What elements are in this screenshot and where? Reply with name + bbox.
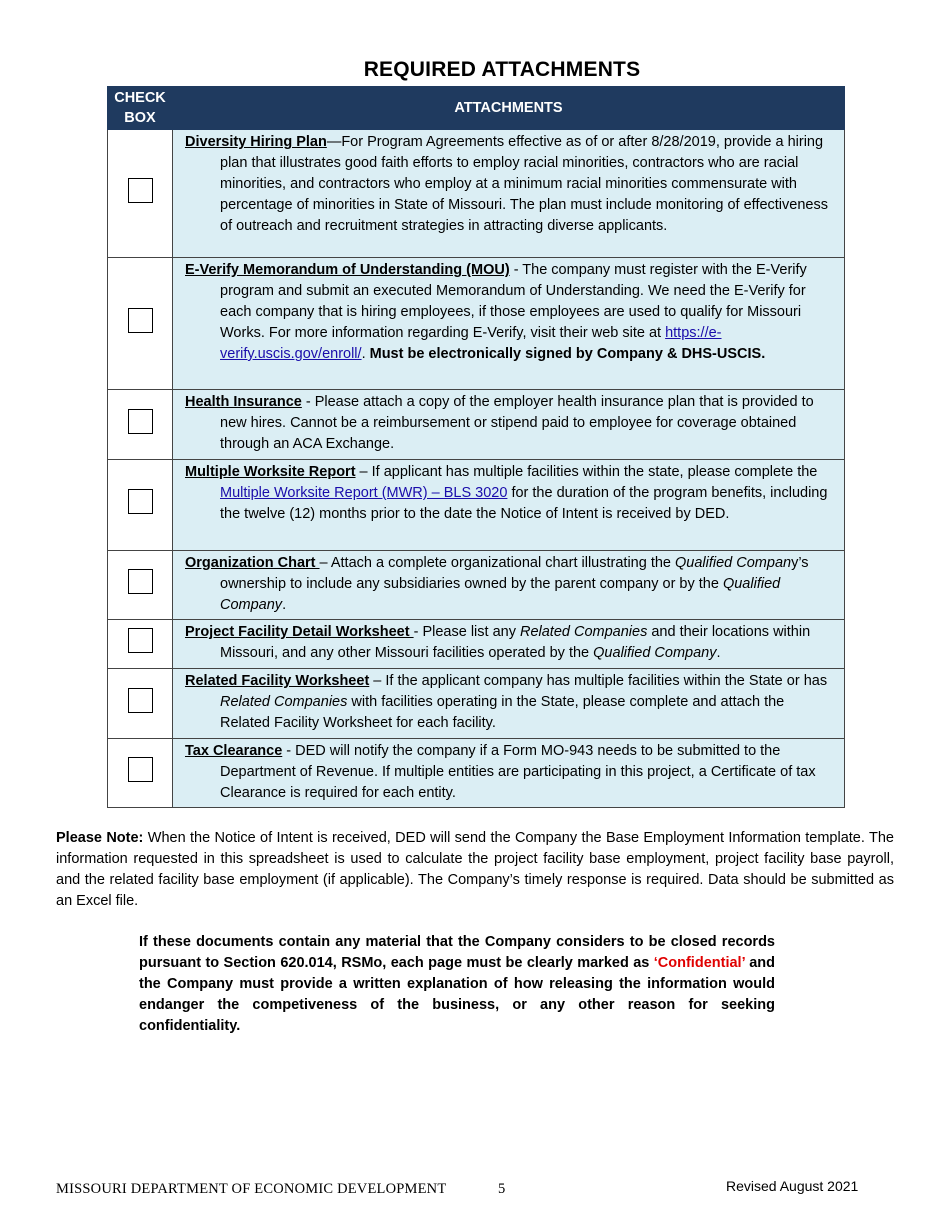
checkbox-diversity-hiring-plan[interactable] bbox=[128, 178, 153, 203]
checkbox-related-facility[interactable] bbox=[128, 688, 153, 713]
confidentiality-notice: If these documents contain any material that the Company considers to be closed records pursuant to Section 620.014, RSMo, each page must be clearly marked as ‘Confidential’ and the Company must provide a written explanation of how releasing the information would endanger the competiveness of the business, or any other reason for seeking confidentiality. bbox=[139, 934, 775, 1034]
attachment-name: Project Facility Detail Worksheet bbox=[185, 624, 414, 640]
page-title: REQUIRED ATTACHMENTS bbox=[363, 58, 641, 81]
e-verify-link[interactable]: https://e-verify.uscis.gov/enroll/ bbox=[220, 325, 722, 362]
attachment-row-diversity-hiring-plan: Diversity Hiring Plan—For Program Agreements effective as of or after 8/28/2019, provide a hiring plan that illustrates good faith efforts to employ racial minorities, contractors who are racial minorities, and contractors who employ at a minimum racial minorities commensurate with percentage of minorities in State of Missouri. The plan must include monitoring of effectiveness of outreach and recruitment strategies in attracting diverse applicants. bbox=[108, 130, 845, 258]
footer-organization: MISSOURI DEPARTMENT OF ECONOMIC DEVELOPMENT bbox=[56, 1181, 447, 1197]
checkbox-organization-chart[interactable] bbox=[128, 569, 153, 594]
attachment-name: Organization Chart bbox=[185, 555, 320, 571]
checkbox-tax-clearance[interactable] bbox=[128, 757, 153, 782]
attachment-row-multiple-worksite-report: Multiple Worksite Report – If applicant has multiple facilities within the state, please complete the Multiple Worksite Report (MWR) – BLS 3020 for the duration of the program benefits, including the twelve (12) months prior to the date the Notice of Intent is received by DED. bbox=[108, 460, 845, 551]
attachment-row-related-facility: Related Facility Worksheet – If the applicant company has multiple facilities within the State or has Related Companies with facilities operating in the State, please complete and attach the Related Facility Worksheet for each facility. bbox=[108, 669, 845, 739]
attachments-table bbox=[107, 86, 845, 808]
attachment-row-health-insurance: Health Insurance - Please attach a copy of the employer health insurance plan that is provided to new hires. Cannot be a reimbursement or stipend paid to employee for coverage obtained through an ACA Exchange. bbox=[108, 390, 845, 460]
please-note-paragraph: Please Note: When the Notice of Intent is received, DED will send the Company the Base Employment Information template. The information requested in this spreadsheet is used to calculate the project facility base employment, project facility base payroll, and the related facility base employment (if applicable). The Company’s timely response is required. Data should be submitted as an Excel file. bbox=[56, 830, 894, 909]
attachment-row-project-facility-detail: Project Facility Detail Worksheet - Please list any Related Companies and their locations within Missouri, and any other Missouri facilities operated by the Qualified Company. bbox=[108, 620, 845, 669]
attachment-row-tax-clearance: Tax Clearance - DED will notify the company if a Form MO-943 needs to be submitted to the Department of Revenue. If multiple entities are participating in this project, a Certificate of tax Clearance is required for each entity. bbox=[108, 739, 845, 808]
attachment-row-organization-chart: Organization Chart – Attach a complete organizational chart illustrating the Qualified Company’s ownership to include any subsidiaries owned by the parent company or by the Qualified Company. bbox=[108, 551, 845, 620]
checkbox-health-insurance[interactable] bbox=[128, 409, 153, 434]
checkbox-project-facility-detail[interactable] bbox=[128, 628, 153, 653]
attachment-row-e-verify: E-Verify Memorandum of Understanding (MOU) - The company must register with the E-Verify program and submit an executed Memorandum of Understanding. We need the E-Verify for each company that is hiring employees, if those employees are used to qualify for Missouri Works. For more information regarding E-Verify, visit their web site at https://e-verify.uscis.gov/enroll/. Must be electronically signed by Company & DHS-USCIS. bbox=[108, 258, 845, 390]
attachment-name: Related Facility Worksheet bbox=[185, 673, 370, 689]
footer-page-number: 5 bbox=[498, 1181, 506, 1197]
attachment-name: Health Insurance bbox=[185, 394, 302, 410]
attachments-header: ATTACHMENTS bbox=[173, 87, 845, 130]
attachment-name: Diversity Hiring Plan bbox=[185, 134, 327, 150]
mwr-link[interactable]: Multiple Worksite Report (MWR) – BLS 3020 bbox=[220, 485, 508, 501]
attachment-name: Multiple Worksite Report bbox=[185, 464, 356, 480]
attachment-name: E-Verify Memorandum of Understanding (MOU) bbox=[185, 262, 510, 278]
confidential-label: ‘Confidential’ bbox=[653, 955, 745, 971]
attachment-name: Tax Clearance bbox=[185, 743, 283, 759]
footer-revised-date: Revised August 2021 bbox=[726, 1178, 859, 1194]
checkbox-e-verify[interactable] bbox=[128, 308, 153, 333]
check-box-header: CHECK BOX bbox=[108, 87, 173, 130]
checkbox-multiple-worksite-report[interactable] bbox=[128, 489, 153, 514]
